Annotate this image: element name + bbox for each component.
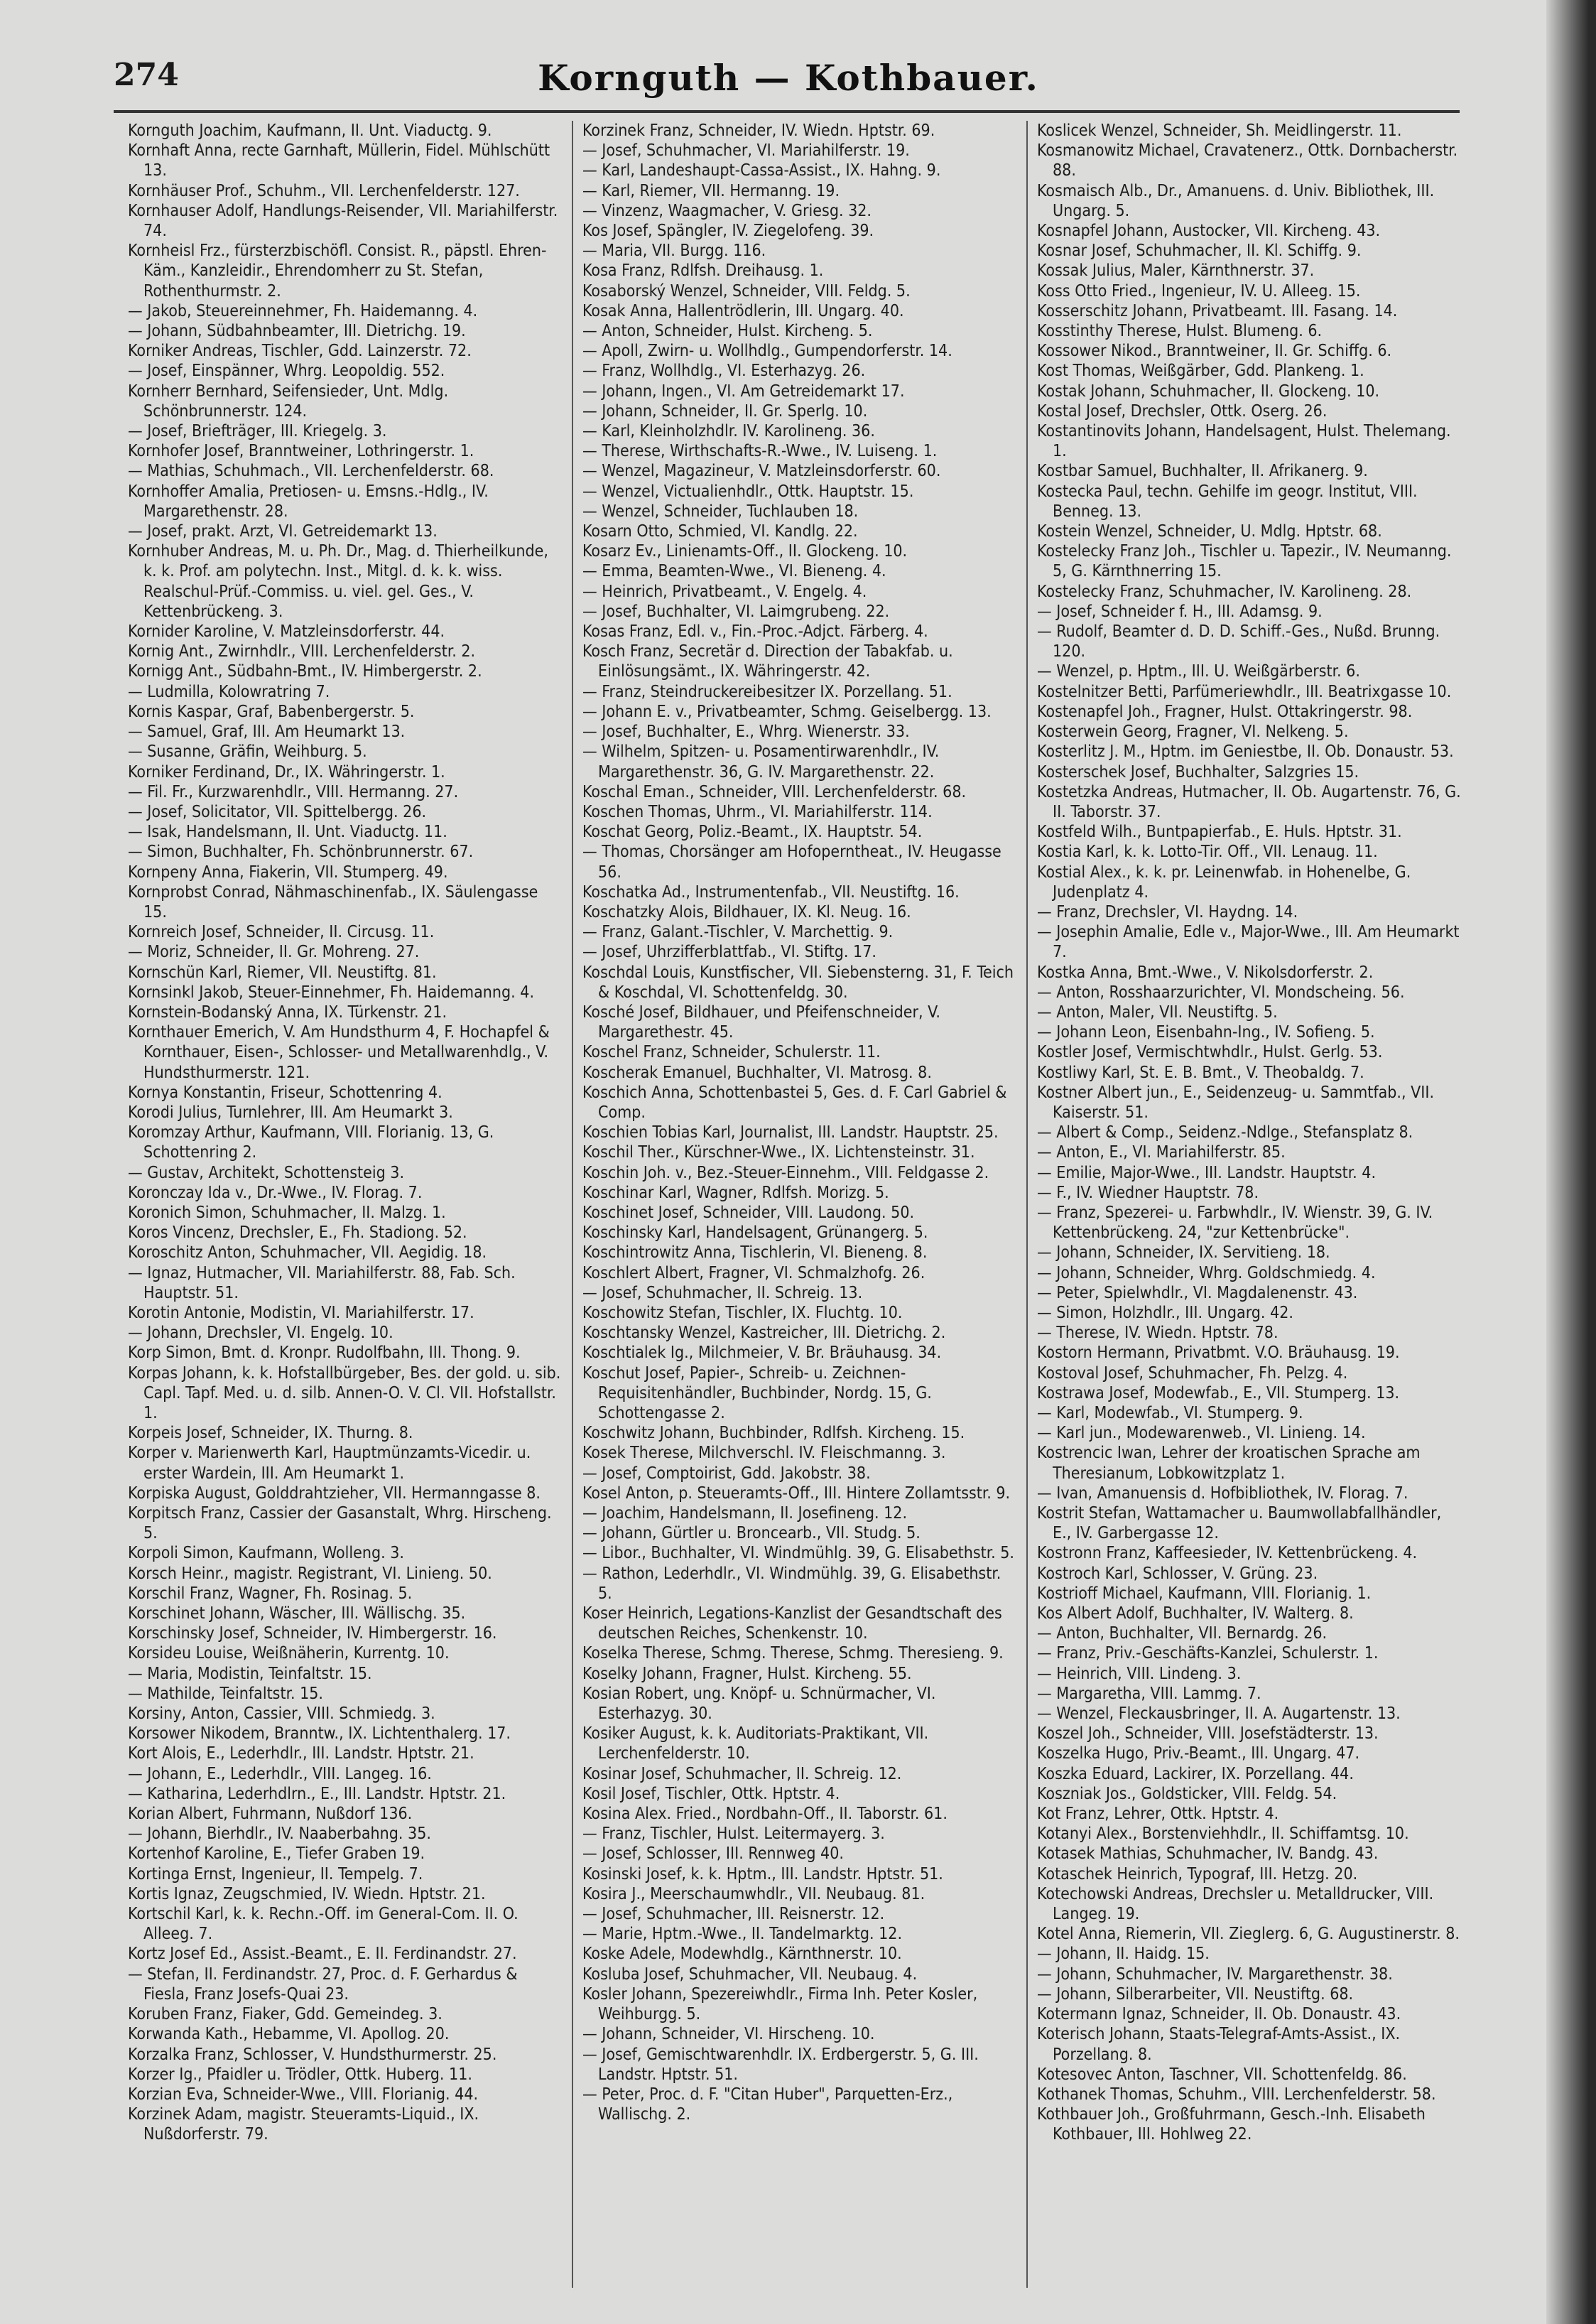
directory-entry: — Karl jun., Modewarenweb., VI. Linieng. 14. bbox=[1037, 1424, 1366, 1443]
directory-entry: — Johann, Schneider, IX. Servitieng. 18. bbox=[1037, 1243, 1330, 1263]
directory-entry: Koterisch Johann, Staats-Telegraf-Amts-Assist., IX. Porzellang. 8. bbox=[1037, 2025, 1401, 2064]
directory-entry: Koslicek Wenzel, Schneider, Sh. Meidlingerstr. 11. bbox=[1037, 121, 1402, 140]
directory-entry: Kothanek Thomas, Schuhm., VIII. Lerchenfelderstr. 58. bbox=[1037, 2085, 1436, 2104]
directory-entry: Kornya Konstantin, Friseur, Schottenring 4. bbox=[128, 1083, 443, 1102]
directory-entry: Korschinsky Josef, Schneider, IV. Himbergerstr. 16. bbox=[128, 1624, 497, 1643]
directory-entry: — Anton, Schneider, Hulst. Kircheng. 5. bbox=[582, 322, 873, 341]
directory-entry: Koselky Johann, Fragner, Hulst. Kircheng. 55. bbox=[582, 1664, 912, 1683]
column-1 bbox=[128, 121, 561, 2288]
directory-entry: — Rudolf, Beamter d. D. D. Schiff.-Ges., Nußd. Brunng. 120. bbox=[1037, 622, 1440, 661]
directory-entry: Kost Thomas, Weißgärber, Gdd. Plankeng. 1. bbox=[1037, 362, 1364, 381]
directory-entry: — Josephin Amalie, Edle v., Major-Wwe., III. Am Heumarkt 7. bbox=[1037, 923, 1460, 962]
directory-entry: — Franz, Drechsler, VI. Haydng. 14. bbox=[1037, 902, 1298, 922]
directory-entry: Kosterschek Josef, Buchhalter, Salzgries 15. bbox=[1037, 762, 1359, 782]
directory-entry: — Johann, Südbahnbeamter, III. Dietrichg. 19. bbox=[128, 322, 466, 341]
column-divider bbox=[572, 121, 573, 2288]
directory-entry: Kornsinkl Jakob, Steuer-Einnehmer, Fh. Haidemanng. 4. bbox=[128, 983, 535, 1002]
directory-entry: — Josef, Schneider f. H., III. Adamsg. 9. bbox=[1037, 602, 1323, 621]
directory-entry: Kostia Karl, k. k. Lotto-Tir. Off., VII. Lenaug. 11. bbox=[1037, 843, 1378, 862]
directory-entry: Koschtialek Ig., Milchmeier, V. Br. Bräuhausg. 34. bbox=[582, 1344, 942, 1363]
directory-entry: — Wenzel, Fleckausbringer, II. A. Augartenstr. 13. bbox=[1037, 1704, 1401, 1724]
directory-entry: — Josef, Gemischtwarenhdlr. IX. Erdbergerstr. 5, G. III. Landstr. Hptstr. 51. bbox=[582, 2045, 979, 2084]
directory-entry: — Johann, Schneider, II. Gr. Sperlg. 10. bbox=[582, 401, 868, 421]
directory-entry: Kornhauser Adolf, Handlungs-Reisender, VII. Mariahilferstr. 74. bbox=[128, 201, 558, 241]
directory-entry: Koschatzky Alois, Bildhauer, IX. Kl. Neug. 16. bbox=[582, 902, 911, 922]
directory-entry: — Johann, Ingen., VI. Am Getreidemarkt 17. bbox=[582, 382, 905, 401]
directory-entry: — Susanne, Gräfin, Weihburg. 5. bbox=[128, 742, 367, 762]
directory-entry: Kos Josef, Spängler, IV. Ziegelofeng. 39. bbox=[582, 222, 874, 241]
directory-entry: Kosas Franz, Edl. v., Fin.-Proc.-Adjct. Färberg. 4. bbox=[582, 622, 928, 642]
directory-entry: — Anton, Buchhalter, VII. Bernardg. 26. bbox=[1037, 1624, 1328, 1643]
directory-entry: Kosch Franz, Secretär d. Direction der Tabakfab. u. Einlösungsämt., IX. Währingerstr. 42. bbox=[582, 642, 953, 681]
directory-entry: Kornheisl Frz., fürsterzbischöfl. Consist. R., päpstl. Ehren-Käm., Kanzleidir., Ehrendomherr zu St. Stefan, Rothenthurmstr. 2. bbox=[128, 242, 547, 301]
directory-entry: Kossower Nikod., Branntweiner, II. Gr. Schiffg. 6. bbox=[1037, 342, 1392, 361]
directory-entry: Kotesovec Anton, Taschner, VII. Schottenfeldg. 86. bbox=[1037, 2065, 1407, 2084]
directory-entry: Kotel Anna, Riemerin, VII. Zieglerg. 6, G. Augustinerstr. 8. bbox=[1037, 1925, 1460, 1944]
directory-entry: Koschich Anna, Schottenbastei 5, Ges. d. F. Carl Gabriel & Comp. bbox=[582, 1083, 1007, 1122]
directory-entry: Kosek Therese, Milchverschl. IV. Fleischmanng. 3. bbox=[582, 1444, 946, 1463]
directory-entry: Korp Simon, Bmt. d. Kronpr. Rudolfbahn, III. Thong. 9. bbox=[128, 1344, 521, 1363]
directory-entry: — Josef, Schuhmacher, VI. Mariahilferstr. 19. bbox=[582, 141, 910, 161]
directory-entry: — Gustav, Architekt, Schottensteig 3. bbox=[128, 1163, 405, 1182]
directory-entry: Koszelka Hugo, Priv.-Beamt., III. Ungarg. 47. bbox=[1037, 1744, 1360, 1763]
directory-entry: Korsower Nikodem, Branntw., IX. Lichtenthalerg. 17. bbox=[128, 1724, 511, 1744]
directory-entry: Korzinek Franz, Schneider, IV. Wiedn. Hptstr. 69. bbox=[582, 121, 935, 140]
directory-entry: — Moriz, Schneider, II. Gr. Mohreng. 27. bbox=[128, 943, 420, 962]
directory-entry: Koschtansky Wenzel, Kastreicher, III. Dietrichg. 2. bbox=[582, 1324, 946, 1343]
page-number: 274 bbox=[114, 57, 179, 93]
directory-entry: — Karl, Kleinholzhdlr. IV. Karolineng. 36. bbox=[582, 422, 875, 441]
directory-entry: — Josef, Buchhalter, VI. Laimgrubeng. 22. bbox=[582, 602, 890, 621]
directory-entry: Korsch Heinr., magistr. Registrant, VI. Linieng. 50. bbox=[128, 1564, 492, 1583]
directory-entry: Koschut Josef, Papier-, Schreib- u. Zeichnen-Requisitenhändler, Buchbinder, Nordg. 15, G. Schottengasse 2. bbox=[582, 1363, 932, 1422]
directory-entry: — Vinzenz, Waagmacher, V. Griesg. 32. bbox=[582, 201, 872, 220]
directory-entry: Koronich Simon, Schuhmacher, II. Malzg. 1. bbox=[128, 1203, 446, 1222]
directory-entry: Korodi Julius, Turnlehrer, III. Am Heumarkt 3. bbox=[128, 1103, 453, 1122]
directory-entry: Kornreich Josef, Schneider, II. Circusg. 11. bbox=[128, 923, 435, 942]
directory-entry: — Franz, Wollhdlg., VI. Esterhazyg. 26. bbox=[582, 362, 866, 381]
directory-entry: Korzer Ig., Pfaidler u. Trödler, Ottk. Huberg. 11. bbox=[128, 2065, 472, 2084]
directory-entry: — Josef, prakt. Arzt, VI. Getreidemarkt 13. bbox=[128, 522, 438, 541]
directory-entry: Kosserschitz Johann, Privatbeamt. III. Fasang. 14. bbox=[1037, 301, 1398, 320]
directory-entry: — Josef, Schuhmacher, II. Schreig. 13. bbox=[582, 1283, 863, 1302]
directory-entry: — Katharina, Lederhdlrn., E., III. Landstr. Hptstr. 21. bbox=[128, 1784, 506, 1803]
directory-entry: Kothbauer Joh., Großfuhrmann, Gesch.-Inh. Elisabeth Kothbauer, III. Hohlweg 22. bbox=[1037, 2105, 1426, 2144]
directory-entry: Kornstein-Bodanský Anna, IX. Türkenstr. 21. bbox=[128, 1002, 447, 1022]
directory-entry: Korniker Andreas, Tischler, Gdd. Lainzerstr. 72. bbox=[128, 342, 472, 361]
directory-entry: Kostroch Karl, Schlosser, V. Grüng. 23. bbox=[1037, 1564, 1318, 1583]
directory-entry: Koroschitz Anton, Schuhmacher, VII. Aegidig. 18. bbox=[128, 1243, 487, 1263]
directory-entry: Koschinet Josef, Schneider, VIII. Laudong. 50. bbox=[582, 1203, 915, 1222]
directory-entry: Kortz Josef Ed., Assist.-Beamt., E. II. Ferdinandstr. 27. bbox=[128, 1945, 517, 1964]
directory-entry: Kostrawa Josef, Modewfab., E., VII. Stumperg. 13. bbox=[1037, 1383, 1400, 1402]
directory-entry: — Anton, Rosshaarzurichter, VI. Mondscheing. 56. bbox=[1037, 983, 1405, 1002]
directory-entry: Kostfeld Wilh., Buntpapierfab., E. Huls. Hptstr. 31. bbox=[1037, 823, 1402, 842]
directory-entry: Kostak Johann, Schuhmacher, II. Glockeng. 10. bbox=[1037, 382, 1380, 401]
directory-entry: — Johann E. v., Privatbeamter, Schmg. Geiselbergg. 13. bbox=[582, 702, 992, 721]
directory-entry: Kostoval Josef, Schuhmacher, Fh. Pelzg. 4. bbox=[1037, 1363, 1348, 1383]
directory-entry: Kosarz Ev., Linienamts-Off., II. Glockeng. 10. bbox=[582, 542, 908, 561]
directory-entry: Kosterlitz J. M., Hptm. im Geniestbe, II. Ob. Donaustr. 53. bbox=[1037, 742, 1454, 762]
directory-entry: Koschal Eman., Schneider, VIII. Lerchenfelderstr. 68. bbox=[582, 782, 967, 801]
directory-entry: Kosiker August, k. k. Auditoriats-Praktikant, VII. Lerchenfelderstr. 10. bbox=[582, 1724, 929, 1763]
directory-entry: — F., IV. Wiedner Hauptstr. 78. bbox=[1037, 1183, 1259, 1202]
directory-entry: — Franz, Galant.-Tischler, V. Marchettig. 9. bbox=[582, 923, 894, 942]
directory-entry: Korschinet Johann, Wäscher, III. Wällischg. 35. bbox=[128, 1604, 466, 1623]
directory-entry: — Therese, Wirthschafts-R.-Wwe., IV. Luiseng. 1. bbox=[582, 442, 938, 461]
directory-entry: Kostler Josef, Vermischtwhdlr., Hulst. Gerlg. 53. bbox=[1037, 1043, 1383, 1062]
directory-entry: Kotechowski Andreas, Drechsler u. Metalldrucker, VIII. Langeg. 19. bbox=[1037, 1884, 1434, 1924]
directory-entry: — Johann, Schneider, Whrg. Goldschmiedg. 4. bbox=[1037, 1263, 1376, 1282]
directory-entry: — Peter, Proc. d. F. "Citan Huber", Parquetten-Erz., Wallischg. 2. bbox=[582, 2085, 953, 2124]
column-2 bbox=[582, 121, 1016, 2288]
directory-entry: — Franz, Priv.-Geschäfts-Kanzlei, Schulerstr. 1. bbox=[1037, 1644, 1379, 1663]
directory-entry: Koschel Franz, Schneider, Schulerstr. 11. bbox=[582, 1043, 881, 1062]
page-header bbox=[114, 57, 1463, 107]
directory-entry: Kornig Ant., Zwirnhdlr., VIII. Lerchenfelderstr. 2. bbox=[128, 642, 476, 661]
directory-entry: — Johann, Gürtler u. Broncearb., VII. Studg. 5. bbox=[582, 1524, 921, 1543]
directory-entry: — Josef, Briefträger, III. Kriegelg. 3. bbox=[128, 422, 387, 441]
directory-columns bbox=[128, 121, 1463, 2288]
directory-entry: Koros Vincenz, Drechsler, E., Fh. Stadiong. 52. bbox=[128, 1223, 467, 1243]
directory-entry: — Wenzel, Victualienhdlr., Ottk. Hauptstr. 15. bbox=[582, 482, 914, 501]
directory-entry: Kornschün Karl, Riemer, VII. Neustiftg. 81. bbox=[128, 963, 437, 982]
column-3 bbox=[1037, 121, 1463, 2288]
directory-entry: Kosinski Josef, k. k. Hptm., III. Landstr. Hptstr. 51. bbox=[582, 1864, 943, 1883]
directory-entry: Kostenapfel Joh., Fragner, Hulst. Ottakringerstr. 98. bbox=[1037, 702, 1413, 721]
directory-entry: — Simon, Buchhalter, Fh. Schönbrunnerstr. 67. bbox=[128, 843, 474, 862]
directory-entry: — Peter, Spielwhdlr., VI. Magdalenenstr. 43. bbox=[1037, 1283, 1358, 1302]
directory-entry: Koszka Eduard, Lackirer, IX. Porzellang. 44. bbox=[1037, 1764, 1354, 1783]
directory-entry: Koschdal Louis, Kunstfischer, VII. Siebensterng. 31, F. Teich & Koschdal, VI. Schottenfeldg. 30. bbox=[582, 963, 1014, 1002]
directory-entry: Kostantinovits Johann, Handelsagent, Hulst. Thelemang. 1. bbox=[1037, 422, 1451, 461]
directory-entry: Koschatka Ad., Instrumentenfab., VII. Neustiftg. 16. bbox=[582, 882, 960, 902]
directory-entry: — Johann, E., Lederhdlr., VIII. Langeg. 16. bbox=[128, 1764, 432, 1783]
directory-entry: Kosterwein Georg, Fragner, VI. Nelkeng. 5. bbox=[1037, 723, 1349, 742]
directory-entry: Koschin Joh. v., Bez.-Steuer-Einnehm., VIII. Feldgasse 2. bbox=[582, 1163, 989, 1182]
directory-entry: — Johann, Silberarbeiter, VII. Neustiftg. 68. bbox=[1037, 1984, 1354, 2004]
directory-entry: Kosmaisch Alb., Dr., Amanuens. d. Univ. Bibliothek, III. Ungarg. 5. bbox=[1037, 181, 1435, 220]
directory-entry: — Johann Leon, Eisenbahn-Ing., IV. Sofieng. 5. bbox=[1037, 1023, 1375, 1042]
directory-entry: — Ivan, Amanuensis d. Hofbibliothek, IV. Florag. 7. bbox=[1037, 1483, 1408, 1503]
directory-entry: Koschwitz Johann, Buchbinder, Rdlfsh. Kircheng. 15. bbox=[582, 1424, 965, 1443]
directory-entry: Kornthauer Emerich, V. Am Hundsthurm 4, F. Hochapfel & Kornthauer, Eisen-, Schlosser- und Metallwarenhdlg., V. Hundsthurmerstr. 121. bbox=[128, 1023, 550, 1082]
directory-entry: Koschinsky Karl, Handelsagent, Grünangerg. 5. bbox=[582, 1223, 928, 1243]
directory-entry: Kortinga Ernst, Ingenieur, II. Tempelg. 7. bbox=[128, 1864, 423, 1883]
directory-entry: Kornis Kaspar, Graf, Babenbergerstr. 5. bbox=[128, 702, 415, 721]
directory-entry: Kosstinthy Therese, Hulst. Blumeng. 6. bbox=[1037, 322, 1323, 341]
directory-entry: — Franz, Tischler, Hulst. Leitermayerg. 3. bbox=[582, 1825, 885, 1844]
directory-entry: Kornigg Ant., Südbahn-Bmt., IV. Himbergerstr. 2. bbox=[128, 662, 482, 681]
directory-entry: — Heinrich, Privatbeamt., V. Engelg. 4. bbox=[582, 582, 867, 601]
directory-entry: — Wenzel, Magazineur, V. Matzleinsdorferstr. 60. bbox=[582, 462, 941, 481]
directory-entry: Korschil Franz, Wagner, Fh. Rosinag. 5. bbox=[128, 1584, 413, 1603]
directory-entry: — Maria, VII. Burgg. 116. bbox=[582, 242, 766, 261]
header-rule bbox=[114, 110, 1460, 113]
directory-entry: Kosler Johann, Spezereiwhdlr., Firma Inh. Peter Kosler, Weihburgg. 5. bbox=[582, 1984, 978, 2024]
directory-entry: Kornhuber Andreas, M. u. Ph. Dr., Mag. d. Thierheilkunde, k. k. Prof. am polytechn. Inst., Mitgl. d. k. k. wiss. Realschul-Prüf.-Commiss. u. viel. gel. Ges., V. Kettenbrückeng. 3. bbox=[128, 542, 548, 621]
directory-entry: Kotasek Mathias, Schuhmacher, IV. Bandg. 43. bbox=[1037, 1844, 1379, 1864]
directory-entry: — Josef, Uhrzifferblattfab., VI. Stiftg. 17. bbox=[582, 943, 876, 962]
directory-entry: Korsideu Louise, Weißnäherin, Kurrentg. 10. bbox=[128, 1644, 450, 1663]
directory-entry: Kotanyi Alex., Borstenviehhdlr., II. Schiffamtsg. 10. bbox=[1037, 1825, 1409, 1844]
directory-entry: — Jakob, Steuereinnehmer, Fh. Haidemanng. 4. bbox=[128, 301, 478, 320]
directory-entry: Kosché Josef, Bildhauer, und Pfeifenschneider, V. Margarethestr. 45. bbox=[582, 1002, 940, 1042]
column-divider bbox=[1026, 121, 1028, 2288]
directory-entry: — Mathilde, Teinfaltstr. 15. bbox=[128, 1684, 324, 1703]
directory-entry: Kostka Anna, Bmt.-Wwe., V. Nikolsdorferstr. 2. bbox=[1037, 963, 1374, 982]
directory-entry: Kortis Ignaz, Zeugschmied, IV. Wiedn. Hptstr. 21. bbox=[128, 1884, 486, 1903]
directory-entry: — Anton, E., VI. Mariahilferstr. 85. bbox=[1037, 1143, 1286, 1162]
directory-entry: Kosil Josef, Tischler, Ottk. Hptstr. 4. bbox=[582, 1784, 840, 1803]
directory-entry: Kosel Anton, p. Steueramts-Off., III. Hintere Zollamtsstr. 9. bbox=[582, 1483, 1011, 1503]
directory-entry: — Heinrich, VIII. Lindeng. 3. bbox=[1037, 1664, 1242, 1683]
directory-entry: Kosian Robert, ung. Knöpf- u. Schnürmacher, VI. Esterhazyg. 30. bbox=[582, 1684, 936, 1724]
directory-entry: — Karl, Modewfab., VI. Stumperg. 9. bbox=[1037, 1404, 1303, 1422]
directory-entry: Koscherak Emanuel, Buchhalter, VI. Matrosg. 8. bbox=[582, 1063, 932, 1082]
directory-entry: Kotermann Ignaz, Schneider, II. Ob. Donaustr. 43. bbox=[1037, 2005, 1401, 2024]
directory-entry: — Emilie, Major-Wwe., III. Landstr. Hauptstr. 4. bbox=[1037, 1163, 1377, 1182]
directory-entry: Koromzay Arthur, Kaufmann, VIII. Florianig. 13, G. Schottenring 2. bbox=[128, 1123, 494, 1162]
directory-entry: — Margaretha, VIII. Lammg. 7. bbox=[1037, 1684, 1261, 1703]
directory-entry: Kornpeny Anna, Fiakerin, VII. Stumperg. 49. bbox=[128, 863, 448, 882]
directory-entry: — Johann, Bierhdlr., IV. Naaberbahng. 35. bbox=[128, 1825, 431, 1844]
directory-entry: Kort Alois, E., Lederhdlr., III. Landstr. Hptstr. 21. bbox=[128, 1744, 474, 1763]
directory-entry: — Rathon, Lederhdlr., VI. Windmühlg. 39, G. Elisabethstr. 5. bbox=[582, 1564, 1001, 1603]
directory-entry: — Thomas, Chorsänger am Hofoperntheat., IV. Heugasse 56. bbox=[582, 843, 1001, 882]
directory-entry: Korpeis Josef, Schneider, IX. Thurng. 8. bbox=[128, 1424, 413, 1443]
directory-entry: — Wenzel, Schneider, Tuchlauben 18. bbox=[582, 502, 859, 521]
directory-entry: Kostein Wenzel, Schneider, U. Mdlg. Hptstr. 68. bbox=[1037, 522, 1382, 541]
directory-entry: Kostrioff Michael, Kaufmann, VIII. Florianig. 1. bbox=[1037, 1584, 1372, 1603]
directory-entry: — Fil. Fr., Kurzwarenhdlr., VIII. Hermanng. 27. bbox=[128, 782, 459, 801]
directory-entry: — Emma, Beamten-Wwe., VI. Bieneng. 4. bbox=[582, 562, 886, 581]
directory-entry: Kostrit Stefan, Wattamacher u. Baumwollabfallhändler, E., IV. Garbergasse 12. bbox=[1037, 1504, 1442, 1543]
directory-entry: Kornhaft Anna, recte Garnhaft, Müllerin, Fidel. Mühlschütt 13. bbox=[128, 141, 550, 180]
directory-entry: Korzalka Franz, Schlosser, V. Hundsthurmerstr. 25. bbox=[128, 2045, 497, 2064]
directory-entry: Kostbar Samuel, Buchhalter, II. Afrikanerg. 9. bbox=[1037, 462, 1368, 481]
directory-entry: Kot Franz, Lehrer, Ottk. Hptstr. 4. bbox=[1037, 1805, 1279, 1824]
directory-entry: Kosaborský Wenzel, Schneider, VIII. Feldg. 5. bbox=[582, 281, 911, 301]
directory-entry: Korzinek Adam, magistr. Steueramts-Liquid., IX. Nußdorferstr. 79. bbox=[128, 2105, 479, 2144]
directory-entry: Kostelecky Franz, Schuhmacher, IV. Karolineng. 28. bbox=[1037, 582, 1412, 601]
directory-entry: Kortschil Karl, k. k. Rechn.-Off. im General-Com. II. O. Alleeg. 7. bbox=[128, 1905, 519, 1944]
directory-entry: — Wilhelm, Spitzen- u. Posamentirwarenhdlr., IV. Margarethenstr. 36, G. IV. Margarethenstr. 22. bbox=[582, 742, 940, 782]
directory-entry: Kornhofer Josef, Branntweiner, Lothringerstr. 1. bbox=[128, 442, 474, 461]
directory-entry: Korotin Antonie, Modistin, VI. Mariahilferstr. 17. bbox=[128, 1303, 474, 1322]
directory-entry: Koschintrowitz Anna, Tischlerin, VI. Bieneng. 8. bbox=[582, 1243, 928, 1263]
directory-entry: — Josef, Schlosser, III. Rennweg 40. bbox=[582, 1844, 844, 1864]
directory-entry: — Johann, Drechsler, VI. Engelg. 10. bbox=[128, 1324, 393, 1343]
directory-entry: Korwanda Kath., Hebamme, VI. Apollog. 20. bbox=[128, 2025, 450, 2044]
directory-entry: Koschil Ther., Kürschner-Wwe., IX. Lichtensteinstr. 31. bbox=[582, 1143, 975, 1162]
directory-entry: Koss Otto Fried., Ingenieur, IV. U. Alleeg. 15. bbox=[1037, 281, 1361, 301]
directory-entry: Kossak Julius, Maler, Kärnthnerstr. 37. bbox=[1037, 261, 1315, 281]
directory-entry: Kos Albert Adolf, Buchhalter, IV. Walterg. 8. bbox=[1037, 1604, 1354, 1623]
directory-entry: Korpitsch Franz, Cassier der Gasanstalt, Whrg. Hirscheng. 5. bbox=[128, 1504, 552, 1543]
directory-entry: — Joachim, Handelsmann, II. Josefineng. 12. bbox=[582, 1504, 908, 1523]
directory-entry: — Apoll, Zwirn- u. Wollhdlg., Gumpendorferstr. 14. bbox=[582, 342, 952, 361]
directory-entry: Kosira J., Meerschaumwhdlr., VII. Neubaug. 81. bbox=[582, 1884, 925, 1903]
directory-entry: Kostetzka Andreas, Hutmacher, II. Ob. Augartenstr. 76, G. II. Taborstr. 37. bbox=[1037, 782, 1461, 821]
directory-entry: Koruben Franz, Fiaker, Gdd. Gemeindeg. 3. bbox=[128, 2005, 443, 2024]
directory-entry: — Wenzel, p. Hptm., III. U. Weißgärberstr. 6. bbox=[1037, 662, 1360, 681]
directory-entry: Kosina Alex. Fried., Nordbahn-Off., II. Taborstr. 61. bbox=[582, 1805, 948, 1824]
directory-entry: Koschat Georg, Poliz.-Beamt., IX. Hauptstr. 54. bbox=[582, 823, 923, 842]
directory-entry: Korpiska August, Golddrahtzieher, VII. Hermanngasse 8. bbox=[128, 1483, 541, 1503]
directory-entry: — Albert & Comp., Seidenz.-Ndlge., Stefansplatz 8. bbox=[1037, 1123, 1413, 1142]
directory-entry: Kornider Karoline, V. Matzleinsdorferstr. 44. bbox=[128, 622, 445, 642]
directory-entry: — Johann, Schuhmacher, IV. Margarethenstr. 38. bbox=[1037, 1964, 1393, 1984]
page-title: Kornguth — Kothbauer. bbox=[538, 57, 1039, 99]
directory-entry: Kostrencic Iwan, Lehrer der kroatischen Sprache am Theresianum, Lobkowitzplatz 1. bbox=[1037, 1444, 1421, 1483]
directory-entry: Kosa Franz, Rdlfsh. Dreihausg. 1. bbox=[582, 261, 824, 281]
directory-entry: Koschowitz Stefan, Tischler, IX. Fluchtg. 10. bbox=[582, 1303, 903, 1322]
directory-entry: Koronczay Ida v., Dr.-Wwe., IV. Florag. 7. bbox=[128, 1183, 423, 1202]
directory-entry: Kostronn Franz, Kaffeesieder, IV. Kettenbrückeng. 4. bbox=[1037, 1544, 1418, 1563]
directory-entry: Koselka Therese, Schmg. Therese, Schmg. Theresieng. 9. bbox=[582, 1644, 1004, 1663]
directory-entry: Koszniak Jos., Goldsticker, VIII. Feldg. 54. bbox=[1037, 1784, 1337, 1803]
directory-entry: — Simon, Holzhdlr., III. Ungarg. 42. bbox=[1037, 1303, 1293, 1322]
directory-entry: — Ignaz, Hutmacher, VII. Mariahilferstr. 88, Fab. Sch. Hauptstr. 51. bbox=[128, 1263, 516, 1302]
directory-entry: Kostliwy Karl, St. E. B. Bmt., V. Theobaldg. 7. bbox=[1037, 1063, 1364, 1082]
directory-entry: Kornguth Joachim, Kaufmann, II. Unt. Viaductg. 9. bbox=[128, 121, 492, 140]
directory-entry: — Johann, Schneider, VI. Hirscheng. 10. bbox=[582, 2025, 875, 2044]
directory-entry: — Josef, Einspänner, Whrg. Leopoldig. 552. bbox=[128, 362, 445, 381]
directory-entry: Kostelnitzer Betti, Parfümeriewhdlr., III. Beatrixgasse 10. bbox=[1037, 682, 1452, 701]
directory-entry: Kostial Alex., k. k. pr. Leinenwfab. in Hohenelbe, G. Judenplatz 4. bbox=[1037, 863, 1411, 902]
directory-entry: Korper v. Marienwerth Karl, Hauptmünzamts-Vicedir. u. erster Wardein, III. Am Heumarkt 1. bbox=[128, 1444, 531, 1483]
directory-entry: Korniker Ferdinand, Dr., IX. Währingerstr. 1. bbox=[128, 762, 445, 782]
directory-entry: Kosmanowitz Michael, Cravatenerz., Ottk. Dornbacherstr. 88. bbox=[1037, 141, 1458, 180]
directory-entry: Kornhoffer Amalia, Pretiosen- u. Emsns.-Hdlg., IV. Margarethenstr. 28. bbox=[128, 482, 489, 521]
directory-entry: — Maria, Modistin, Teinfaltstr. 15. bbox=[128, 1664, 372, 1683]
directory-entry: Koser Heinrich, Legations-Kanzlist der Gesandtschaft des deutschen Reiches, Schenkenstr. 10. bbox=[582, 1604, 1002, 1643]
directory-entry: Kostal Josef, Drechsler, Ottk. Oserg. 26. bbox=[1037, 401, 1328, 421]
directory-entry: Kornherr Bernhard, Seifensieder, Unt. Mdlg. Schönbrunnerstr. 124. bbox=[128, 382, 449, 421]
directory-entry: — Josef, Buchhalter, E., Whrg. Wienerstr. 33. bbox=[582, 723, 910, 742]
directory-entry: — Samuel, Graf, III. Am Heumarkt 13. bbox=[128, 723, 406, 742]
directory-entry: — Franz, Spezerei- u. Farbwhdlr., IV. Wienstr. 39, G. IV. Kettenbrückeng. 24, "zur Kettenbrücke". bbox=[1037, 1203, 1433, 1243]
directory-entry: — Franz, Steindruckereibesitzer IX. Porzellang. 51. bbox=[582, 682, 952, 701]
directory-entry: Korsiny, Anton, Cassier, VIII. Schmiedg. 3. bbox=[128, 1704, 435, 1724]
directory-entry: Korpoli Simon, Kaufmann, Wolleng. 3. bbox=[128, 1544, 404, 1563]
directory-entry: — Johann, II. Haidg. 15. bbox=[1037, 1945, 1210, 1964]
directory-entry: — Isak, Handelsmann, II. Unt. Viaductg. 11. bbox=[128, 823, 447, 842]
directory-entry: Kostner Albert jun., E., Seidenzeug- u. Sammtfab., VII. Kaiserstr. 51. bbox=[1037, 1083, 1435, 1122]
directory-entry: Koske Adele, Modewhdlg., Kärnthnerstr. 10. bbox=[582, 1945, 902, 1964]
directory-entry: Kostorn Hermann, Privatbmt. V.O. Bräuhausg. 19. bbox=[1037, 1344, 1400, 1363]
directory-entry: Koschlert Albert, Fragner, VI. Schmalzhofg. 26. bbox=[582, 1263, 925, 1282]
directory-entry: — Marie, Hptm.-Wwe., II. Tandelmarktg. 12. bbox=[582, 1925, 903, 1944]
directory-entry: — Karl, Landeshaupt-Cassa-Assist., IX. Hahng. 9. bbox=[582, 161, 941, 180]
scan-edge-shadow bbox=[1546, 0, 1596, 2324]
directory-entry: — Josef, Comptoirist, Gdd. Jakobstr. 38. bbox=[582, 1464, 871, 1483]
directory-entry: Korzian Eva, Schneider-Wwe., VIII. Florianig. 44. bbox=[128, 2085, 479, 2104]
directory-entry: Koschen Thomas, Uhrm., VI. Mariahilferstr. 114. bbox=[582, 802, 933, 821]
directory-entry: Kostelecky Franz Joh., Tischler u. Tapezir., IV. Neumanng. 5, G. Kärnthnerring 15. bbox=[1037, 542, 1452, 581]
directory-entry: Kosluba Josef, Schuhmacher, VII. Neubaug. 4. bbox=[582, 1964, 918, 1984]
directory-entry: Kosinar Josef, Schuhmacher, II. Schreig. 12. bbox=[582, 1764, 902, 1783]
directory-entry: — Libor., Buchhalter, VI. Windmühlg. 39, G. Elisabethstr. 5. bbox=[582, 1544, 1014, 1563]
directory-entry: — Josef, Schuhmacher, III. Reisnerstr. 12. bbox=[582, 1905, 885, 1924]
directory-entry: — Anton, Maler, VII. Neustiftg. 5. bbox=[1037, 1002, 1278, 1022]
directory-entry: Kornprobst Conrad, Nähmaschinenfab., IX. Säulengasse 15. bbox=[128, 882, 538, 922]
directory-entry: Koschinar Karl, Wagner, Rdlfsh. Morizg. 5. bbox=[582, 1183, 889, 1202]
directory-entry: Kosnapfel Johann, Austocker, VII. Kircheng. 43. bbox=[1037, 222, 1381, 241]
directory-entry: — Josef, Solicitator, VII. Spittelbergg. 26. bbox=[128, 802, 427, 821]
directory-entry: Kostecka Paul, techn. Gehilfe im geogr. Institut, VIII. Benneg. 13. bbox=[1037, 482, 1418, 521]
directory-entry: Kosak Anna, Hallentrödlerin, III. Ungarg. 40. bbox=[582, 301, 904, 320]
directory-entry: Korpas Johann, k. k. Hofstallbürgeber, Bes. der gold. u. sib. Capl. Tapf. Med. u. d. silb. Annen-O. V. Cl. VII. Hofstallstr. 1. bbox=[128, 1363, 561, 1422]
directory-entry: — Karl, Riemer, VII. Hermanng. 19. bbox=[582, 181, 840, 200]
directory-entry: — Mathias, Schuhmach., VII. Lerchenfelderstr. 68. bbox=[128, 462, 494, 481]
directory-entry: Koschien Tobias Karl, Journalist, III. Landstr. Hauptstr. 25. bbox=[582, 1123, 999, 1142]
directory-entry: Koszel Joh., Schneider, VIII. Josefstädterstr. 13. bbox=[1037, 1724, 1379, 1744]
directory-entry: Korian Albert, Fuhrmann, Nußdorf 136. bbox=[128, 1805, 413, 1824]
directory-entry: Kosnar Josef, Schuhmacher, II. Kl. Schiffg. 9. bbox=[1037, 242, 1362, 261]
directory-entry: Kosarn Otto, Schmied, VI. Kandlg. 22. bbox=[582, 522, 858, 541]
directory-entry: Kornhäuser Prof., Schuhm., VII. Lerchenfelderstr. 127. bbox=[128, 181, 520, 200]
directory-entry: Kotaschek Heinrich, Typograf, III. Hetzg. 20. bbox=[1037, 1864, 1358, 1883]
directory-entry: — Stefan, II. Ferdinandstr. 27, Proc. d. F. Gerhardus & Fiesla, Franz Josefs-Quai 23. bbox=[128, 1964, 518, 2004]
directory-entry: — Therese, IV. Wiedn. Hptstr. 78. bbox=[1037, 1324, 1279, 1343]
directory-entry: Kortenhof Karoline, E., Tiefer Graben 19. bbox=[128, 1844, 425, 1864]
directory-entry: — Ludmilla, Kolowratring 7. bbox=[128, 682, 330, 701]
